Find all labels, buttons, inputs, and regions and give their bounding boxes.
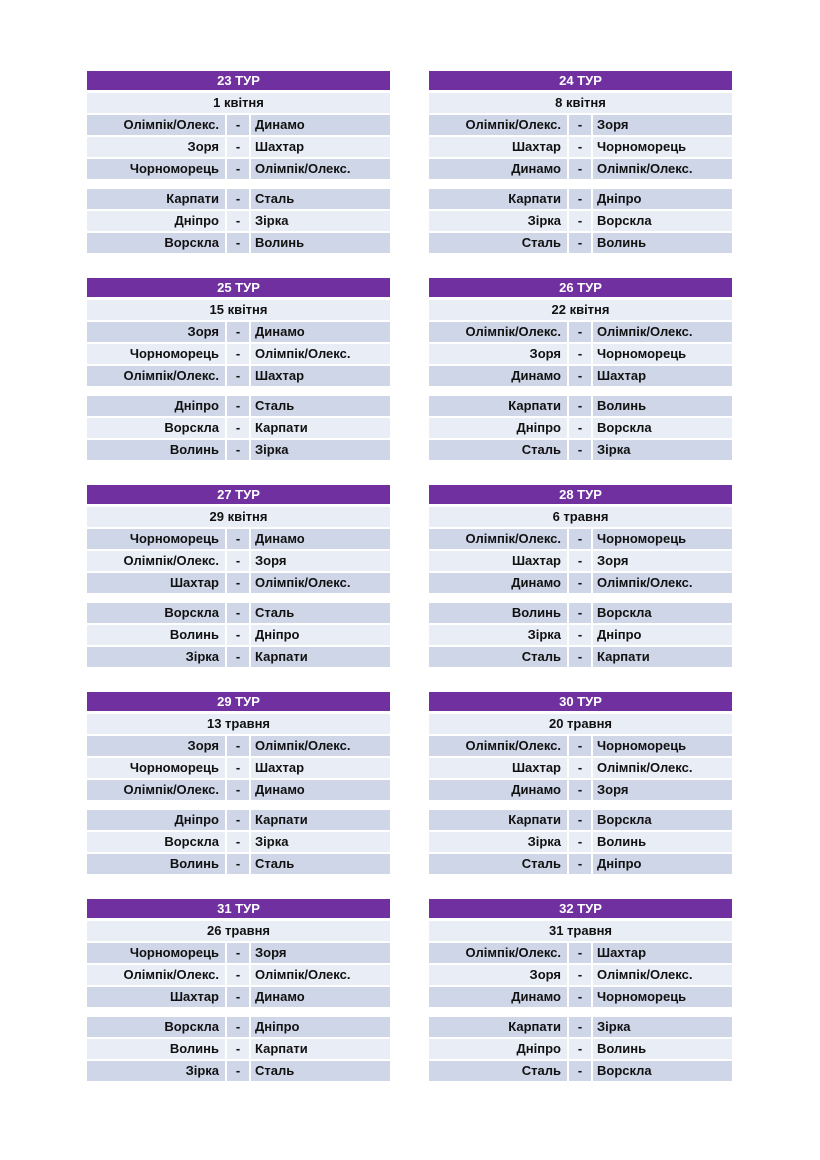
away-team: Чорноморець — [593, 529, 732, 549]
match-row — [429, 647, 732, 667]
match-row — [429, 987, 732, 1007]
match-row — [87, 529, 390, 549]
match-row — [87, 854, 390, 874]
match-separator: - — [569, 529, 591, 549]
home-team: Чорноморець — [87, 758, 225, 778]
match-separator: - — [227, 832, 249, 852]
home-team: Олімпік/Олекс. — [87, 366, 225, 386]
match-separator: - — [569, 780, 591, 800]
match-separator: - — [227, 647, 249, 667]
match-row — [87, 137, 390, 157]
home-team: Дніпро — [87, 211, 225, 231]
match-row — [87, 211, 390, 231]
match-separator: - — [569, 573, 591, 593]
home-team: Дніпро — [429, 1039, 567, 1059]
match-separator: - — [569, 366, 591, 386]
away-team: Зоря — [251, 943, 390, 963]
match-separator: - — [227, 987, 249, 1007]
match-separator: - — [227, 396, 249, 416]
match-row — [87, 322, 390, 342]
home-team: Карпати — [429, 396, 567, 416]
home-team: Карпати — [87, 189, 225, 209]
match-separator: - — [569, 1039, 591, 1059]
home-team: Динамо — [429, 987, 567, 1007]
match-separator: - — [569, 189, 591, 209]
match-row — [429, 189, 732, 209]
schedule-grid — [87, 71, 732, 1106]
round-title: 23 ТУР — [87, 71, 390, 90]
home-team: Шахтар — [429, 758, 567, 778]
home-team: Зірка — [429, 211, 567, 231]
away-team: Динамо — [251, 529, 390, 549]
match-separator: - — [569, 854, 591, 874]
match-separator: - — [569, 440, 591, 460]
match-separator: - — [569, 159, 591, 179]
home-team: Чорноморець — [87, 344, 225, 364]
match-row — [87, 233, 390, 253]
home-team: Динамо — [429, 159, 567, 179]
match-row — [429, 418, 732, 438]
round-title: 31 ТУР — [87, 899, 390, 918]
match-row — [87, 115, 390, 135]
match-separator: - — [227, 366, 249, 386]
round-date: 13 травня — [87, 714, 390, 734]
home-team: Сталь — [429, 233, 567, 253]
home-team: Зірка — [87, 647, 225, 667]
home-team: Шахтар — [429, 137, 567, 157]
match-row — [87, 943, 390, 963]
away-team: Карпати — [251, 810, 390, 830]
match-row — [87, 1017, 390, 1037]
home-team: Ворскла — [87, 832, 225, 852]
home-team: Сталь — [429, 854, 567, 874]
match-separator: - — [227, 115, 249, 135]
match-row — [429, 603, 732, 623]
round-title: 26 ТУР — [429, 278, 732, 297]
match-separator: - — [227, 344, 249, 364]
home-team: Ворскла — [87, 233, 225, 253]
match-separator: - — [569, 1017, 591, 1037]
match-separator: - — [227, 159, 249, 179]
away-team: Зірка — [251, 211, 390, 231]
match-row — [87, 396, 390, 416]
home-team: Олімпік/Олекс. — [87, 965, 225, 985]
away-team: Сталь — [251, 1061, 390, 1081]
match-separator: - — [569, 344, 591, 364]
away-team: Чорноморець — [593, 987, 732, 1007]
away-team: Чорноморець — [593, 344, 732, 364]
match-row — [87, 780, 390, 800]
home-team: Зоря — [87, 322, 225, 342]
round-date: 15 квітня — [87, 300, 390, 320]
match-row — [429, 440, 732, 460]
round-row — [87, 485, 732, 692]
match-row — [429, 115, 732, 135]
away-team: Зоря — [593, 115, 732, 135]
home-team: Зоря — [87, 137, 225, 157]
match-row — [429, 211, 732, 231]
match-row — [429, 758, 732, 778]
match-separator: - — [227, 189, 249, 209]
match-row — [429, 780, 732, 800]
match-row — [87, 832, 390, 852]
round-title: 24 ТУР — [429, 71, 732, 90]
match-separator: - — [569, 965, 591, 985]
group-gap — [87, 802, 390, 810]
match-row — [429, 529, 732, 549]
home-team: Дніпро — [87, 396, 225, 416]
group-gap — [87, 1009, 390, 1017]
home-team: Ворскла — [87, 418, 225, 438]
away-team: Шахтар — [251, 758, 390, 778]
group-gap — [429, 595, 732, 603]
away-team: Волинь — [593, 832, 732, 852]
match-row — [87, 573, 390, 593]
round-title: 29 ТУР — [87, 692, 390, 711]
home-team: Зоря — [87, 736, 225, 756]
away-team: Динамо — [251, 115, 390, 135]
home-team: Волинь — [87, 625, 225, 645]
away-team: Олімпік/Олекс. — [251, 344, 390, 364]
match-row — [429, 943, 732, 963]
home-team: Олімпік/Олекс. — [429, 943, 567, 963]
round-card — [87, 899, 390, 1106]
home-team: Чорноморець — [87, 529, 225, 549]
match-row — [87, 366, 390, 386]
away-team: Шахтар — [593, 943, 732, 963]
group-gap — [87, 388, 390, 396]
away-team: Динамо — [251, 987, 390, 1007]
match-row — [87, 159, 390, 179]
match-row — [429, 366, 732, 386]
group-gap — [87, 181, 390, 189]
away-team: Ворскла — [593, 211, 732, 231]
away-team: Дніпро — [593, 189, 732, 209]
round-date: 26 травня — [87, 921, 390, 941]
match-row — [429, 736, 732, 756]
home-team: Сталь — [429, 647, 567, 667]
away-team: Олімпік/Олекс. — [593, 322, 732, 342]
match-separator: - — [569, 551, 591, 571]
match-separator: - — [569, 943, 591, 963]
match-row — [87, 736, 390, 756]
round-card — [87, 692, 390, 899]
round-row — [87, 71, 732, 278]
home-team: Зоря — [429, 965, 567, 985]
match-row — [87, 1061, 390, 1081]
round-date: 6 травня — [429, 507, 732, 527]
away-team: Динамо — [251, 780, 390, 800]
match-row — [429, 159, 732, 179]
away-team: Олімпік/Олекс. — [593, 965, 732, 985]
match-separator: - — [569, 418, 591, 438]
round-date: 1 квітня — [87, 93, 390, 113]
match-row — [429, 396, 732, 416]
home-team: Олімпік/Олекс. — [87, 551, 225, 571]
away-team: Дніпро — [593, 625, 732, 645]
away-team: Зірка — [251, 440, 390, 460]
round-date: 20 травня — [429, 714, 732, 734]
away-team: Карпати — [251, 1039, 390, 1059]
match-separator: - — [227, 810, 249, 830]
away-team: Дніпро — [593, 854, 732, 874]
match-separator: - — [227, 603, 249, 623]
away-team: Сталь — [251, 603, 390, 623]
match-separator: - — [227, 551, 249, 571]
home-team: Динамо — [429, 780, 567, 800]
home-team: Карпати — [429, 1017, 567, 1037]
round-date: 29 квітня — [87, 507, 390, 527]
match-row — [429, 233, 732, 253]
round-card — [429, 485, 732, 692]
match-row — [87, 1039, 390, 1059]
match-separator: - — [227, 440, 249, 460]
home-team: Чорноморець — [87, 159, 225, 179]
match-row — [429, 551, 732, 571]
round-card — [87, 71, 390, 278]
away-team: Зоря — [593, 780, 732, 800]
group-gap — [87, 595, 390, 603]
match-separator: - — [569, 396, 591, 416]
match-separator: - — [227, 573, 249, 593]
match-row — [429, 854, 732, 874]
away-team: Ворскла — [593, 418, 732, 438]
home-team: Ворскла — [87, 603, 225, 623]
match-row — [429, 344, 732, 364]
home-team: Чорноморець — [87, 943, 225, 963]
match-separator: - — [227, 529, 249, 549]
away-team: Дніпро — [251, 625, 390, 645]
match-separator: - — [227, 625, 249, 645]
home-team: Шахтар — [87, 987, 225, 1007]
home-team: Олімпік/Олекс. — [429, 529, 567, 549]
match-row — [87, 344, 390, 364]
match-separator: - — [569, 1061, 591, 1081]
home-team: Волинь — [87, 440, 225, 460]
home-team: Волинь — [87, 1039, 225, 1059]
match-separator: - — [569, 810, 591, 830]
round-date: 22 квітня — [429, 300, 732, 320]
round-row — [87, 278, 732, 485]
home-team: Дніпро — [87, 810, 225, 830]
round-card — [429, 692, 732, 899]
away-team: Олімпік/Олекс. — [251, 965, 390, 985]
match-separator: - — [569, 832, 591, 852]
match-separator: - — [569, 137, 591, 157]
match-row — [429, 322, 732, 342]
group-gap — [429, 388, 732, 396]
away-team: Зоря — [251, 551, 390, 571]
away-team: Чорноморець — [593, 137, 732, 157]
away-team: Волинь — [251, 233, 390, 253]
match-separator: - — [569, 115, 591, 135]
group-gap — [429, 1009, 732, 1017]
match-separator: - — [569, 647, 591, 667]
away-team: Олімпік/Олекс. — [593, 573, 732, 593]
round-card — [429, 899, 732, 1106]
away-team: Зірка — [593, 440, 732, 460]
match-separator: - — [227, 736, 249, 756]
match-row — [87, 987, 390, 1007]
match-row — [87, 418, 390, 438]
match-row — [429, 810, 732, 830]
match-row — [429, 137, 732, 157]
away-team: Шахтар — [251, 366, 390, 386]
home-team: Шахтар — [87, 573, 225, 593]
away-team: Олімпік/Олекс. — [251, 573, 390, 593]
round-card — [429, 278, 732, 485]
away-team: Ворскла — [593, 810, 732, 830]
round-card — [87, 278, 390, 485]
round-row — [87, 692, 732, 899]
home-team: Сталь — [429, 440, 567, 460]
match-separator: - — [227, 1039, 249, 1059]
round-title: 30 ТУР — [429, 692, 732, 711]
match-separator: - — [569, 625, 591, 645]
away-team: Ворскла — [593, 603, 732, 623]
away-team: Зірка — [593, 1017, 732, 1037]
away-team: Сталь — [251, 189, 390, 209]
round-card — [87, 485, 390, 692]
match-separator: - — [227, 322, 249, 342]
away-team: Зоря — [593, 551, 732, 571]
home-team: Волинь — [87, 854, 225, 874]
match-row — [87, 758, 390, 778]
match-separator: - — [227, 1061, 249, 1081]
away-team: Олімпік/Олекс. — [593, 159, 732, 179]
round-title: 28 ТУР — [429, 485, 732, 504]
home-team: Олімпік/Олекс. — [87, 115, 225, 135]
away-team: Ворскла — [593, 1061, 732, 1081]
away-team: Шахтар — [593, 366, 732, 386]
home-team: Зірка — [429, 625, 567, 645]
match-row — [429, 1061, 732, 1081]
match-separator: - — [569, 736, 591, 756]
away-team: Олімпік/Олекс. — [251, 736, 390, 756]
match-row — [429, 1017, 732, 1037]
round-date: 8 квітня — [429, 93, 732, 113]
away-team: Зірка — [251, 832, 390, 852]
home-team: Волинь — [429, 603, 567, 623]
match-row — [87, 965, 390, 985]
away-team: Дніпро — [251, 1017, 390, 1037]
match-separator: - — [227, 233, 249, 253]
home-team: Динамо — [429, 366, 567, 386]
match-row — [87, 189, 390, 209]
group-gap — [429, 802, 732, 810]
home-team: Зірка — [429, 832, 567, 852]
match-row — [87, 810, 390, 830]
match-separator: - — [227, 211, 249, 231]
match-separator: - — [227, 1017, 249, 1037]
match-separator: - — [227, 965, 249, 985]
home-team: Зірка — [87, 1061, 225, 1081]
match-row — [87, 551, 390, 571]
match-separator: - — [227, 137, 249, 157]
away-team: Карпати — [251, 647, 390, 667]
home-team: Зоря — [429, 344, 567, 364]
round-title: 27 ТУР — [87, 485, 390, 504]
round-title: 32 ТУР — [429, 899, 732, 918]
home-team: Сталь — [429, 1061, 567, 1081]
match-row — [87, 440, 390, 460]
match-separator: - — [227, 943, 249, 963]
home-team: Динамо — [429, 573, 567, 593]
group-gap — [429, 181, 732, 189]
match-separator: - — [569, 603, 591, 623]
home-team: Карпати — [429, 189, 567, 209]
match-separator: - — [227, 418, 249, 438]
away-team: Шахтар — [251, 137, 390, 157]
match-row — [87, 625, 390, 645]
match-row — [87, 603, 390, 623]
home-team: Карпати — [429, 810, 567, 830]
match-row — [429, 965, 732, 985]
match-row — [429, 573, 732, 593]
match-row — [429, 832, 732, 852]
match-row — [87, 647, 390, 667]
match-row — [429, 625, 732, 645]
away-team: Волинь — [593, 1039, 732, 1059]
away-team: Олімпік/Олекс. — [593, 758, 732, 778]
home-team: Шахтар — [429, 551, 567, 571]
home-team: Олімпік/Олекс. — [429, 115, 567, 135]
away-team: Волинь — [593, 233, 732, 253]
home-team: Олімпік/Олекс. — [429, 736, 567, 756]
home-team: Олімпік/Олекс. — [429, 322, 567, 342]
home-team: Ворскла — [87, 1017, 225, 1037]
away-team: Сталь — [251, 396, 390, 416]
away-team: Сталь — [251, 854, 390, 874]
match-separator: - — [227, 780, 249, 800]
round-title: 25 ТУР — [87, 278, 390, 297]
match-separator: - — [227, 854, 249, 874]
match-separator: - — [569, 211, 591, 231]
away-team: Карпати — [251, 418, 390, 438]
away-team: Олімпік/Олекс. — [251, 159, 390, 179]
match-separator: - — [227, 758, 249, 778]
round-row — [87, 899, 732, 1106]
match-row — [429, 1039, 732, 1059]
away-team: Волинь — [593, 396, 732, 416]
away-team: Динамо — [251, 322, 390, 342]
home-team: Олімпік/Олекс. — [87, 780, 225, 800]
match-separator: - — [569, 987, 591, 1007]
match-separator: - — [569, 322, 591, 342]
home-team: Дніпро — [429, 418, 567, 438]
away-team: Чорноморець — [593, 736, 732, 756]
round-date: 31 травня — [429, 921, 732, 941]
round-card — [429, 71, 732, 278]
away-team: Карпати — [593, 647, 732, 667]
match-separator: - — [569, 233, 591, 253]
match-separator: - — [569, 758, 591, 778]
